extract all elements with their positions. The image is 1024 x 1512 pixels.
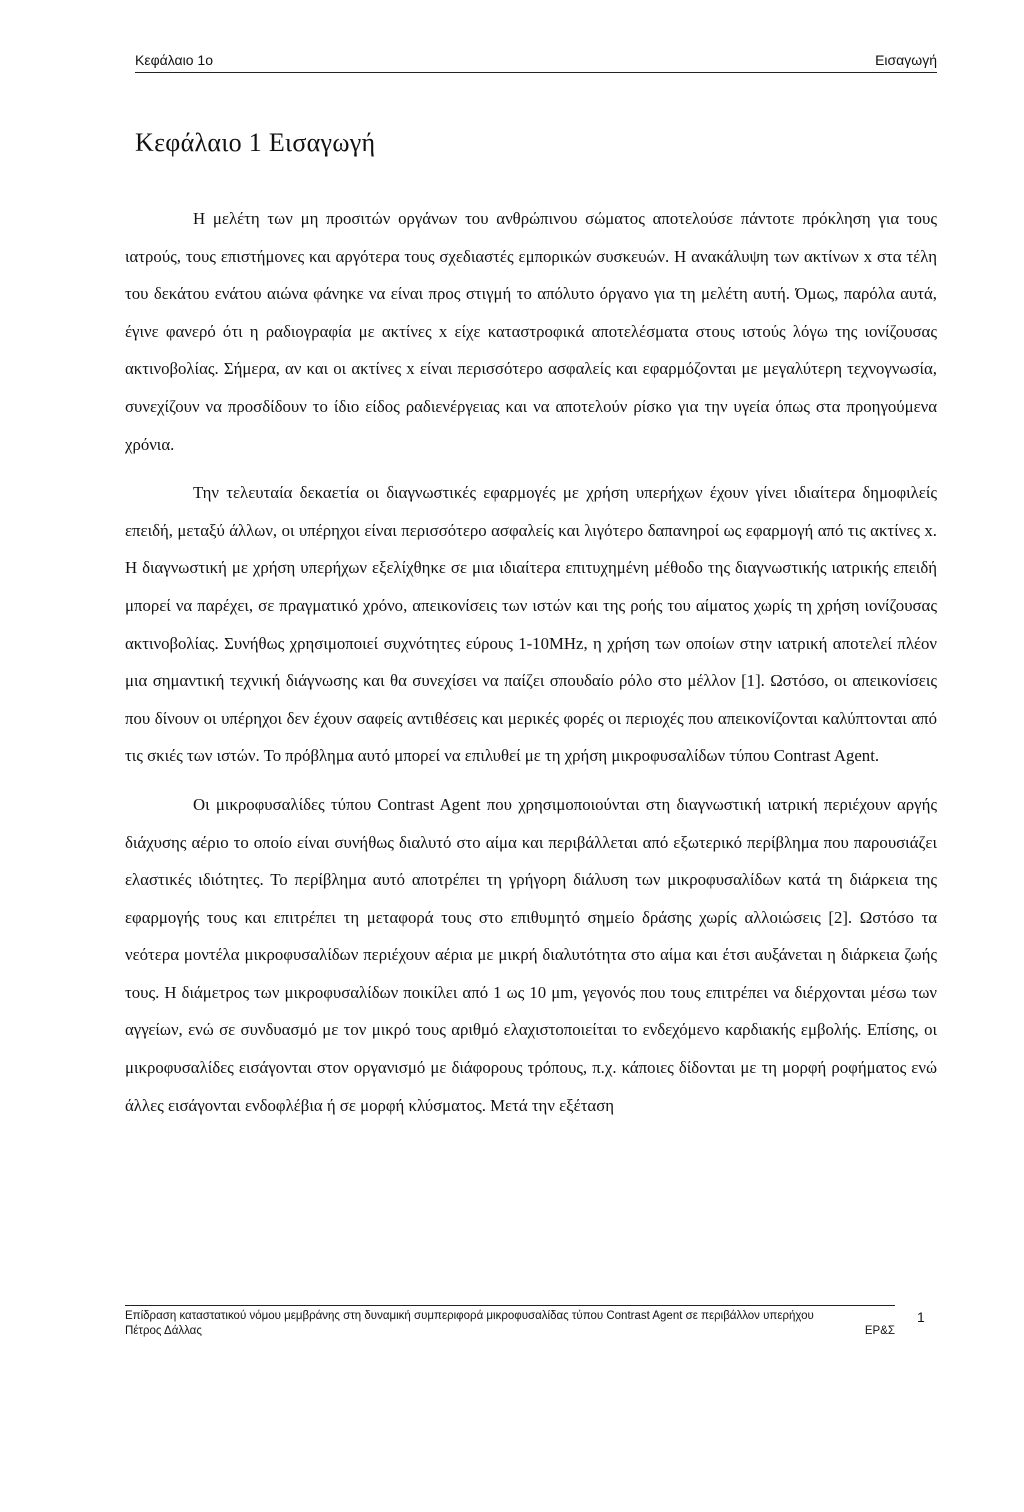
- page-number: 1: [917, 1309, 925, 1325]
- footer-thesis-title: Επίδραση καταστατικού νόμου μεμβράνης στη δυναμική συμπεριφορά μικροφυσαλίδας τύπου Contrast Agent σε περιβάλλον υπερήχου: [125, 1310, 814, 1322]
- body-text: [125, 200, 937, 1135]
- footer-department: ΕΡ&Σ: [864, 1325, 895, 1337]
- footer-row-2: [125, 1324, 937, 1339]
- paragraph-3: Οι μικροφυσαλίδες τύπου Contrast Agent που χρησιμοποιούνται στη διαγνωστική ιατρική περιέχουν αργής διάχυσης αέριο το οποίο είναι συνήθως διαλυτό στο αίμα και περιβάλλεται από εξωτερικό περίβλημα που παρουσιάζει ελαστικές ιδιότητες. Το περίβλημα αυτό αποτρέπει τη γρήγορη διάλυση των μικροφυσαλίδων κατά τη διάρκεια της εφαρμογής τους και επιτρέπει τη μεταφορά τους στο επιθυμητό σημείο δράσης χωρίς αλλοιώσεις [2]. Ωστόσο τα νεότερα μοντέλα μικροφυσαλίδων περιέχουν αέρια με μικρή διαλυτότητα στο αίμα και έτσι αυξάνεται η διάρκεια ζωής τους. Η διάμετρος των μικροφυσαλίδων ποικίλει από 1 ως 10 μm, γεγονός που τους επιτρέπει να διέρχονται μέσω των αγγείων, ενώ σε συνδυασμό με τον μικρό τους αριθμό ελαχιστοποιείται το ενδεχόμενο καρδιακής εμβολής. Επίσης, οι μικροφυσαλίδες εισάγονται στον οργανισμό με διάφορους τρόπους, π.χ. κάποιες δίδονται με τη μορφή ροφήματος ενώ άλλες εισάγονται ενδοφλέβια ή σε μορφή κλύσματος. Μετά την εξέταση: [125, 794, 937, 1115]
- header-chapter-label: Κεφάλαιο 1ο: [135, 52, 213, 68]
- running-header: [135, 50, 937, 73]
- footer-author: Πέτρος Δάλλας: [125, 1325, 202, 1337]
- header-section-label: Εισαγωγή: [875, 52, 937, 68]
- page-footer: [125, 1305, 937, 1339]
- paragraph-1: Η μελέτη των μη προσιτών οργάνων του ανθρώπινου σώματος αποτελούσε πάντοτε πρόκληση για τους ιατρούς, τους επιστήμονες και αργότερα τους σχεδιαστές εμπορικών συσκευών. Η ανακάλυψη των ακτίνων x στα τέλη του δεκάτου ενάτου αιώνα φάνηκε να είναι προς στιγμή το απόλυτο όργανο για τη μελέτη αυτή. Όμως, παρόλα αυτά, έγινε φανερό ότι η ραδιογραφία με ακτίνες x είχε καταστροφικά αποτελέσματα στους ιστούς λόγω της ιονίζουσας ακτινοβολίας. Σήμερα, αν και οι ακτίνες x είναι περισσότερο ασφαλείς και εφαρμόζονται με μεγαλύτερη τεχνογνωσία, συνεχίζουν να προσδίδουν το ίδιο είδος ραδιενέργειας και να αποτελούν ρίσκο για την υγεία όπως στα προηγούμενα χρόνια.: [125, 209, 937, 454]
- paragraph-2: Την τελευταία δεκαετία οι διαγνωστικές εφαρμογές με χρήση υπερήχων έχουν γίνει ιδιαίτερα δημοφιλείς επειδή, μεταξύ άλλων, οι υπέρηχοι είναι περισσότερο ασφαλείς και λιγότερο δαπανηροί ως εφαρμογή από τις ακτίνες x. Η διαγνωστική με χρήση υπερήχων εξελίχθηκε σε μια ιδιαίτερα επιτυχημένη μέθοδο της διαγνωστικής ιατρικής επειδή μπορεί να παρέχει, σε πραγματικό χρόνο, απεικονίσεις των ιστών και της ροής του αίματος χωρίς τη χρήση ιονίζουσας ακτινοβολίας. Συνήθως χρησιμοποιεί συχνότητες εύρους 1-10MHz, η χρήση των οποίων στην ιατρική αποτελεί πλέον μια σημαντική τεχνική διάγνωσης και θα συνεχίσει να παίζει σπουδαίο ρόλο στο μέλλον [1]. Ωστόσο, οι απεικονίσεις που δίνουν οι υπέρηχοι δεν έχουν σαφείς αντιθέσεις και μερικές φορές οι περιοχές που απεικονίζονται καλύπτονται από τις σκιές των ιστών. Το πρόβλημα αυτό μπορεί να επιλυθεί με τη χρήση μικροφυσαλίδων τύπου Contrast Agent.: [125, 483, 937, 766]
- chapter-title: Κεφάλαιο 1 Εισαγωγή: [135, 128, 376, 157]
- footer-row-1: [125, 1309, 937, 1324]
- footer-rule: [125, 1305, 895, 1306]
